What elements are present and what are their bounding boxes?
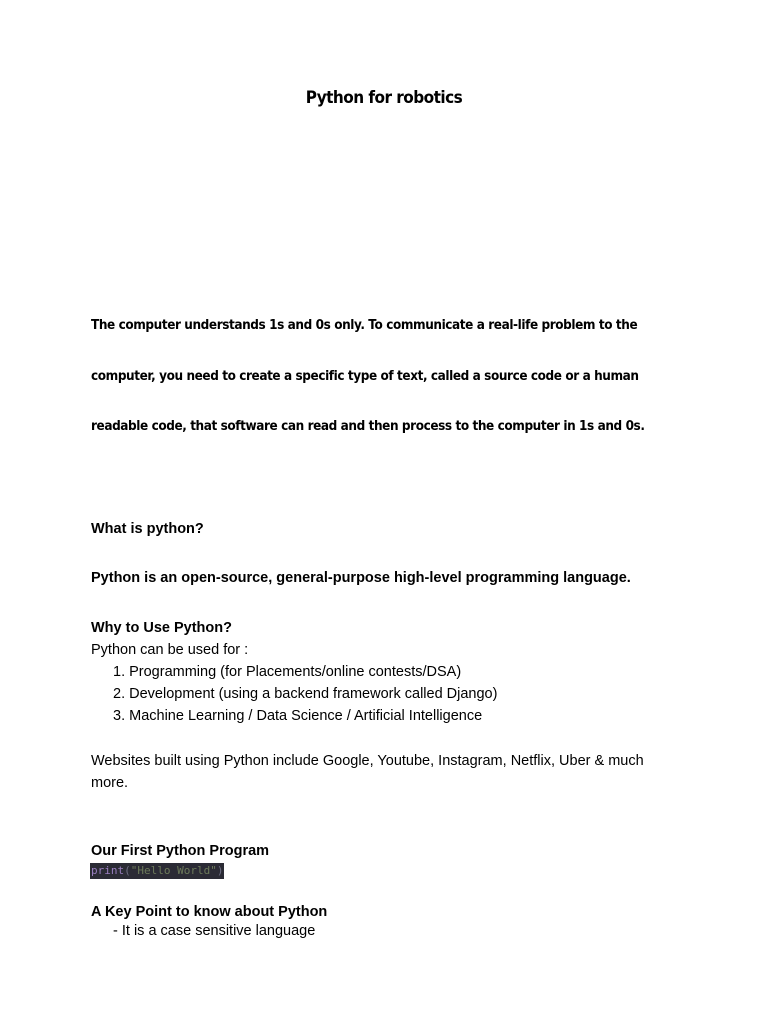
why-use-python-intro: Python can be used for : [91,642,249,658]
document-title: Python for robotics [305,88,463,108]
list-item: 2. Development (using a backend framework called Django) [113,686,498,702]
python-uses-list [91,661,497,727]
code-keyword: print [91,864,125,877]
code-close-paren: ) [216,864,224,877]
websites-paragraph: Websites built using Python include Google, Youtube, Instagram, Netflix, Uber & much more. [91,753,644,791]
what-is-python-heading: What is python? [91,521,204,537]
list-item: 3. Machine Learning / Data Science / Artificial Intelligence [113,708,483,724]
key-point-heading: A Key Point to know about Python [91,904,328,920]
what-is-python-answer: Python is an open-source, general-purpose high-level programming language. [91,570,631,586]
list-item: 1. Programming (for Placements/online contests/DSA) [113,664,462,680]
code-string: "Hello World" [130,864,217,877]
code-open-paren: ( [124,864,131,877]
key-point-text: - It is a case sensitive language [113,923,316,939]
why-use-python-heading: Why to Use Python? [91,620,232,636]
intro-paragraph-line-3: readable code, that software can read and then process to the computer in 1s and 0s. [91,419,645,434]
intro-paragraph-line-1: The computer understands 1s and 0s only. To communicate a real-life problem to the [91,318,638,333]
code-snippet [90,863,224,879]
first-program-heading: Our First Python Program [91,843,270,859]
intro-paragraph-line-2: computer, you need to create a specific type of text, called a source code or a human [91,369,639,384]
